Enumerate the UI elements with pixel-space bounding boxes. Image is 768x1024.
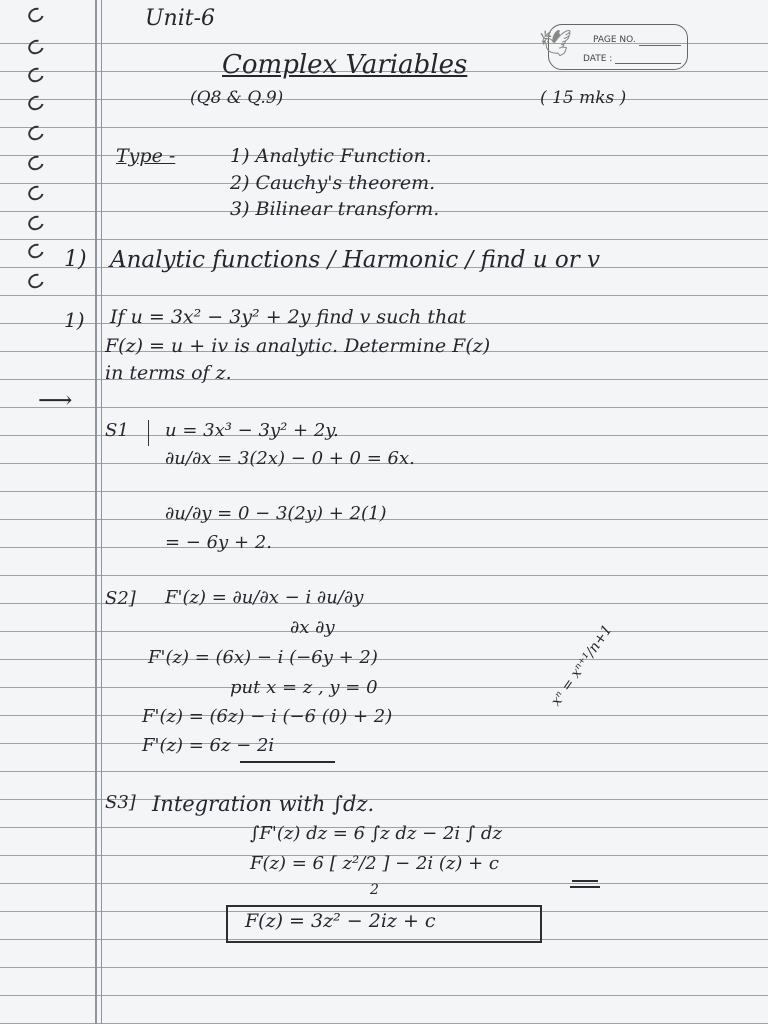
page-title: Complex Variables [222,50,468,80]
type-item: 3) Bilinear transform. [230,198,440,220]
math-line: ∫F'(z) dz = 6 ∫z dz − 2i ∫ dz [250,823,502,844]
unit-label: Unit-6 [145,6,216,31]
type-label: Type - [116,145,176,167]
bracket [148,420,149,446]
step-label: S2] [105,588,136,609]
step-heading: Integration with ∫dz. [152,792,375,816]
section-heading: Analytic functions / Harmonic / find u or v [110,247,601,273]
math-line: F'(z) = (6z) − i (−6 (0) + 2) [142,706,393,727]
page-no-label: PAGE NO. [593,35,636,45]
math-line: ∂u/∂y = 0 − 3(2y) + 2(1) [165,503,387,524]
spiral-binding-icon [26,153,47,173]
math-line: F(z) = 6 [ z²/2 ] − 2i (z) + c [250,853,500,874]
step-label: S3] [105,792,136,813]
bird-logo-icon: 🕊 [539,29,573,59]
type-item: 1) Analytic Function. [230,145,432,167]
math-line: 2 [370,882,379,898]
underline [570,886,600,888]
question-line: If u = 3x² − 3y² + 2y find v such that [110,306,467,328]
question-number: 1) [64,308,85,332]
question-numbers: (Q8 & Q.9) [190,88,284,108]
section-number: 1) [64,247,87,272]
math-line: F'(z) = 6z − 2i [142,735,275,756]
question-line: in terms of z. [105,362,232,384]
math-line: F'(z) = (6x) − i (−6y + 2) [148,647,378,668]
spiral-binding-icon [26,5,47,25]
page-date-stamp [539,24,688,70]
math-line: ∂u/∂x = 3(2x) − 0 + 0 = 6x. [165,448,415,469]
spiral-binding-icon [26,123,47,143]
spiral-binding-icon [26,213,47,233]
math-line: ∂x ∂y [290,617,335,638]
spiral-binding-icon [26,93,47,113]
spiral-binding-icon [26,37,47,57]
margin-note: xⁿ = xⁿ⁺¹/n+1 [548,622,616,710]
underline [572,880,598,882]
step-label: S1 [105,420,129,441]
spiral-binding-icon [26,65,47,85]
math-line: u = 3x³ − 3y² + 2y. [165,420,339,441]
divider [615,63,681,64]
final-answer: F(z) = 3z² − 2iz + c [245,910,436,932]
type-item: 2) Cauchy's theorem. [230,172,436,194]
math-line: put x = z , y = 0 [230,677,378,698]
math-line: F'(z) = ∂u/∂x − i ∂u/∂y [165,587,364,608]
math-line: = − 6y + 2. [165,532,272,553]
margin-line [95,0,97,1024]
spiral-binding-icon [26,183,47,203]
date-label: DATE : [583,54,613,64]
question-line: F(z) = u + iv is analytic. Determine F(z) [105,335,491,357]
spiral-binding-icon [26,271,47,291]
spiral-binding-icon [26,241,47,261]
margin-line [101,0,102,1024]
underline [240,761,335,763]
divider [639,45,681,46]
arrow-icon: ⟶ [38,386,73,414]
marks-label: ( 15 mks ) [540,88,627,108]
